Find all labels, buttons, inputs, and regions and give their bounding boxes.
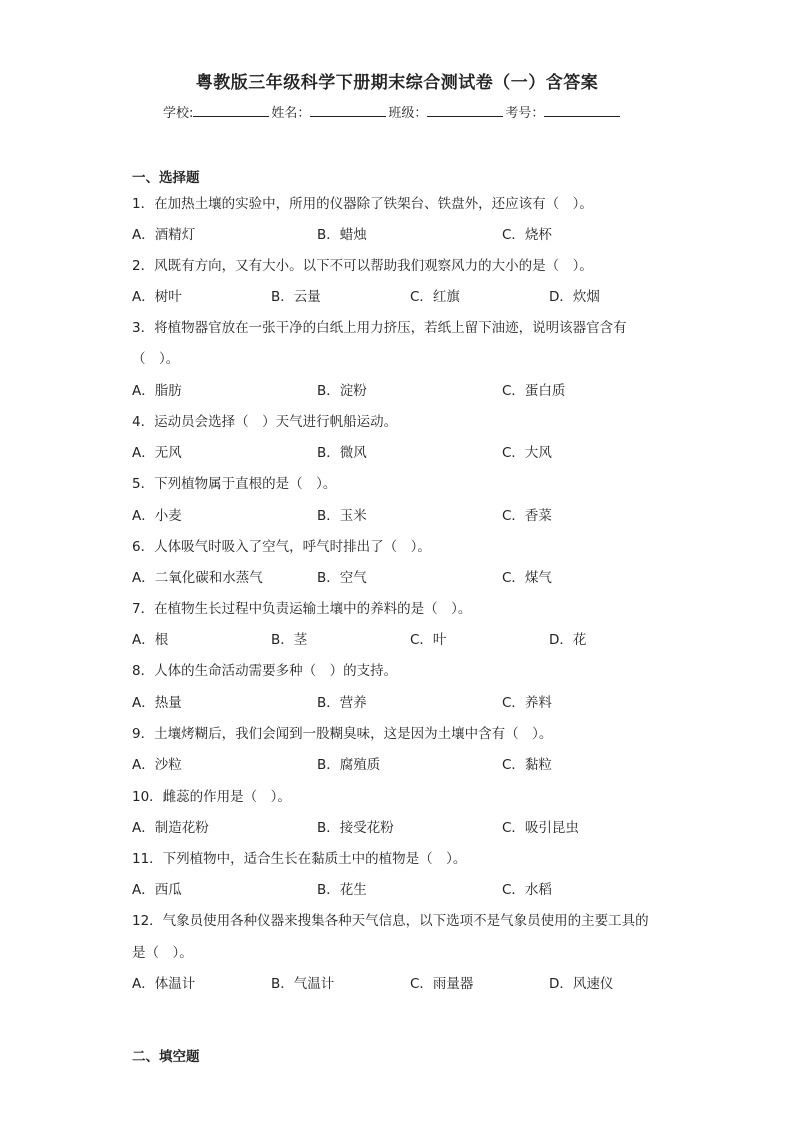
question-3-stem: 3．将植物器官放在一张干净的白纸上用力挤压，若纸上留下油迹，说明该器官含有	[132, 320, 627, 336]
question-10-option-b[interactable]: B．接受花粉	[317, 820, 394, 836]
question-11-option-b[interactable]: B．花生	[317, 882, 367, 898]
question-4-options	[132, 441, 692, 459]
school-blank[interactable]	[193, 102, 269, 117]
question-4-stem: 4．运动员会选择（ ）天气进行帆船运动。	[132, 414, 398, 430]
question-12-options	[132, 972, 692, 990]
class-field	[388, 102, 505, 121]
question-12-stem: 12．气象员使用各种仪器来搜集各种天气信息，以下选项不是气象员使用的主要工具的	[132, 913, 649, 929]
question-10-option-a[interactable]: A．制造花粉	[132, 820, 209, 836]
question-5-option-b[interactable]: B．玉米	[317, 508, 367, 524]
exam-number-field	[505, 102, 622, 121]
question-6-option-c[interactable]: C．煤气	[502, 570, 552, 586]
question-3-option-b[interactable]: B．淀粉	[317, 383, 367, 399]
question-12-option-d[interactable]: D．风速仪	[549, 976, 614, 992]
question-6-options	[132, 566, 692, 584]
question-7-option-a[interactable]: A．根	[132, 632, 169, 648]
class-blank[interactable]	[427, 102, 503, 117]
question-1-options	[132, 223, 692, 241]
page-title: 粤教版三年级科学下册期末综合测试卷（一）含答案	[195, 73, 599, 93]
question-3-option-a[interactable]: A．脂肪	[132, 383, 182, 399]
question-9-options	[132, 753, 692, 771]
question-11-stem: 11．下列植物中，适合生长在黏质土中的植物是（ ）。	[132, 851, 467, 867]
question-1-stem: 1．在加热土壤的实验中，所用的仪器除了铁架台、铁盘外，还应该有（ ）。	[132, 196, 593, 212]
question-4-option-b[interactable]: B．微风	[317, 445, 367, 461]
question-2-option-a[interactable]: A．树叶	[132, 289, 182, 305]
question-7-option-d[interactable]: D．花	[549, 632, 587, 648]
question-5-option-c[interactable]: C．香菜	[502, 508, 552, 524]
question-5-options	[132, 504, 692, 522]
question-5-option-a[interactable]: A．小麦	[132, 508, 182, 524]
name-blank[interactable]	[310, 102, 386, 117]
question-2-option-d[interactable]: D．炊烟	[549, 289, 600, 305]
question-9-stem: 9．土壤烤糊后，我们会闻到一股糊臭味，这是因为土壤中含有（ ）。	[132, 726, 553, 742]
question-10-stem: 10．雌蕊的作用是（ ）。	[132, 789, 291, 805]
question-3-options	[132, 379, 692, 397]
question-8-option-b[interactable]: B．营养	[317, 695, 367, 711]
school-label: 学校:	[163, 106, 194, 121]
question-10-option-c[interactable]: C．吸引昆虫	[502, 820, 579, 836]
question-2-stem: 2．风既有方向，又有大小。以下不可以帮助我们观察风力的大小的是（ ）。	[132, 258, 593, 274]
question-3-stem-continued: （ ）。	[132, 351, 180, 367]
name-field	[271, 102, 388, 121]
exam-number-label: 考号：	[505, 106, 545, 121]
question-12-option-a[interactable]: A．体温计	[132, 976, 196, 992]
class-label: 班级：	[388, 106, 428, 121]
question-7-options	[132, 628, 692, 646]
question-10-options	[132, 816, 692, 834]
question-11-options	[132, 878, 692, 896]
question-4-option-a[interactable]: A．无风	[132, 445, 182, 461]
question-12-stem-continued: 是（ ）。	[132, 945, 193, 961]
question-9-option-c[interactable]: C．黏粒	[502, 757, 552, 773]
question-9-option-a[interactable]: A．沙粒	[132, 757, 182, 773]
question-1-option-c[interactable]: C．烧杯	[502, 227, 552, 243]
question-8-options	[132, 691, 692, 709]
question-7-option-b[interactable]: B．茎	[271, 632, 308, 648]
question-4-option-c[interactable]: C．大风	[502, 445, 552, 461]
question-12-option-b[interactable]: B．气温计	[271, 976, 335, 992]
question-2-option-c[interactable]: C．红旗	[410, 289, 460, 305]
question-2-options	[132, 285, 692, 303]
question-5-stem: 5．下列植物属于直根的是（ ）。	[132, 476, 337, 492]
section-heading-fill: 二、填空题	[132, 1049, 200, 1065]
question-6-option-b[interactable]: B．空气	[317, 570, 367, 586]
question-2-option-b[interactable]: B．云量	[271, 289, 321, 305]
section-heading-choice: 一、选择题	[132, 170, 200, 186]
question-3-option-c[interactable]: C．蛋白质	[502, 383, 566, 399]
question-9-option-b[interactable]: B．腐殖质	[317, 757, 381, 773]
question-8-option-c[interactable]: C．养料	[502, 695, 552, 711]
question-8-option-a[interactable]: A．热量	[132, 695, 182, 711]
question-7-stem: 7．在植物生长过程中负责运输土壤中的养料的是（ ）。	[132, 601, 472, 617]
question-11-option-a[interactable]: A．西瓜	[132, 882, 182, 898]
question-7-option-c[interactable]: C．叶	[410, 632, 447, 648]
question-1-option-b[interactable]: B．蜡烛	[317, 227, 367, 243]
question-11-option-c[interactable]: C．水稻	[502, 882, 552, 898]
name-label: 姓名：	[271, 106, 311, 121]
question-6-stem: 6．人体吸气时吸入了空气，呼气时排出了（ ）。	[132, 539, 431, 555]
question-8-stem: 8．人体的生命活动需要多种（ ）的支持。	[132, 663, 398, 679]
question-1-option-a[interactable]: A．酒精灯	[132, 227, 196, 243]
question-6-option-a[interactable]: A．二氧化碳和水蒸气	[132, 570, 263, 586]
school-field	[163, 102, 271, 121]
exam-number-blank[interactable]	[544, 102, 620, 117]
student-info-row	[163, 102, 622, 121]
question-12-option-c[interactable]: C．雨量器	[410, 976, 474, 992]
